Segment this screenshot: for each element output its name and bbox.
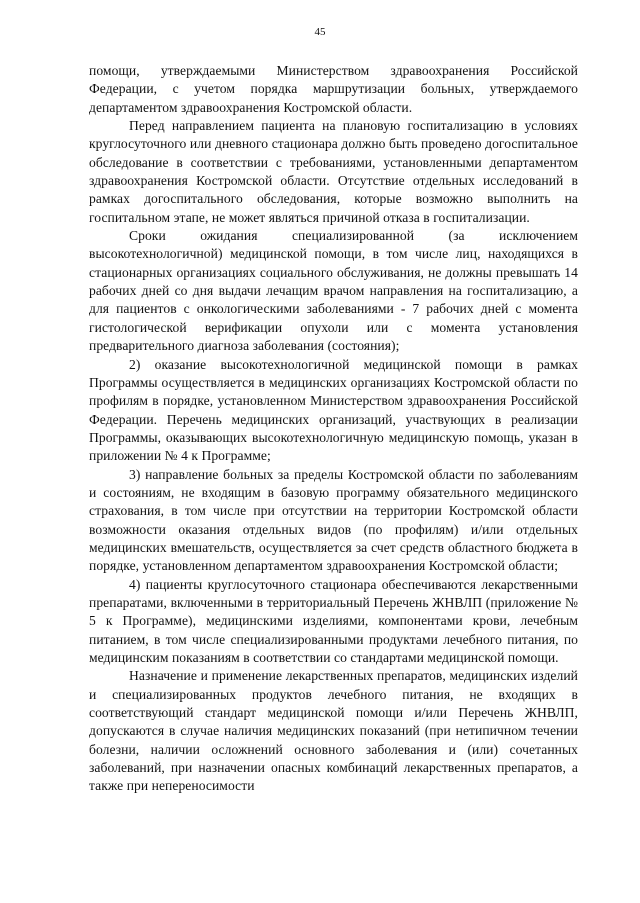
paragraph: 2) оказание высокотехнологичной медицинской помощи в рамках Программы осуществляется в медицинских организациях Костромской области по профилям в порядке, установленном Министерством здравоохранения Российской Федерации. Перечень медицинских организаций, участвующих в реализации Программы, оказывающих высокотехнологичную медицинскую помощь, указан в приложении № 4 к Программе;: [89, 356, 578, 464]
document-body: [89, 62, 578, 796]
page-number: 45: [314, 26, 326, 38]
paragraph: 4) пациенты круглосуточного стационара обеспечиваются лекарственными препаратами, включенными в территориальный Перечень ЖНВЛП (приложение № 5 к Программе), медицинскими изделиями, компонентами крови, лечебным питанием, в том числе специализированными продуктами лечебного питания, по медицинским показаниям в соответствии со стандартами медицинской помощи.: [89, 576, 578, 665]
paragraph: Назначение и применение лекарственных препаратов, медицинских изделий и специализированных продуктов лечебного питания, не входящих в соответствующий стандарт медицинской помощи и/или Перечень ЖНВЛП, допускаются в случае наличия медицинских показаний (при нетипичном течении болезни, наличии осложнений основного заболевания и (или) сочетанных заболеваний, при назначении опасных комбинаций лекарственных препаратов, а также при непереносимости: [89, 668, 578, 794]
paragraph: Перед направлением пациента на плановую госпитализацию в условиях круглосуточного или дневного стационара должно быть проведено догоспитальное обследование в соответствии с требованиями, установленными департаментом здравоохранения Костромской области. Отсутствие отдельных исследований в рамках догоспитального обследования, которые возможно выполнить на госпитальном этапе, не может являться причиной отказа в госпитализации.: [89, 118, 578, 225]
paragraph: 3) направление больных за пределы Костромской области по заболеваниям и состояниям, не входящим в базовую программу обязательного медицинского страхования, в том числе при отсутствии на территории Костромской области возможности оказания отдельных видов (по профилям) и/или отдельных медицинских вмешательств, осуществляется за счет средств областного бюджета в порядке, установленном департаментом здравоохранения Костромской области;: [89, 466, 578, 574]
paragraph: Сроки ожидания специализированной (за исключением высокотехнологичной) медицинской помощи, в том числе лиц, находящихся в стационарных организациях социального обслуживания, не должны превышать 14 рабочих дней со дня выдачи лечащим врачом направления на госпитализацию, а для пациентов с онкологическими заболеваниями - 7 рабочих дней с момента гистологической верификации опухоли или с момента установления предварительного диагноза заболевания (состояния);: [89, 228, 578, 354]
paragraph: помощи, утверждаемыми Министерством здравоохранения Российской Федерации, с учетом порядка маршрутизации больных, утверждаемого департаментом здравоохранения Костромской области.: [89, 63, 578, 115]
